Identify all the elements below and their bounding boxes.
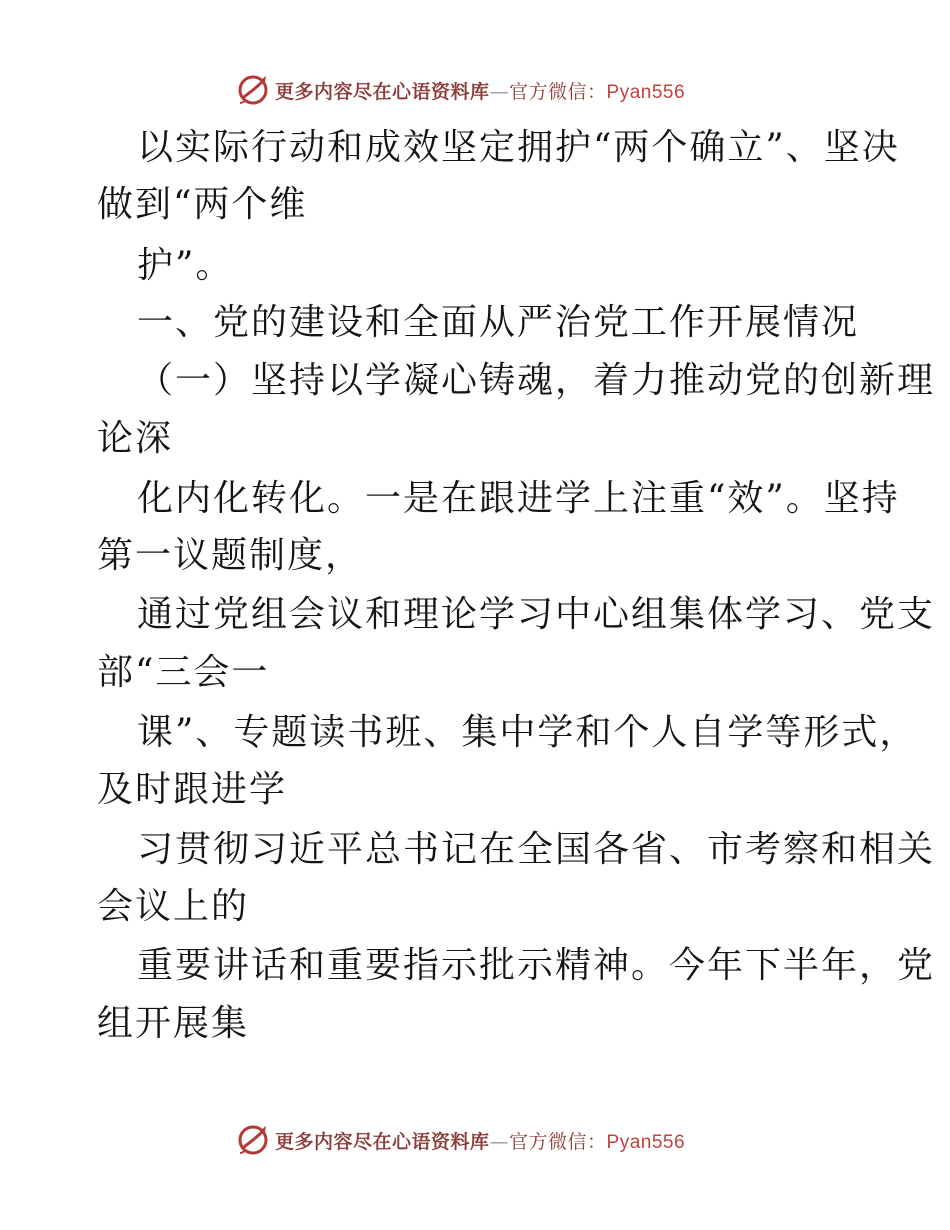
header-dash: — (489, 80, 510, 103)
body-line: 会议上的 (97, 886, 250, 927)
body-line: 部“三会一 (97, 652, 270, 693)
body-line: （一）坚持以学凝心铸魂，着力推动党的创新理 (137, 360, 936, 401)
header-banner (235, 70, 685, 110)
footer-site-name: 更多内容尽在心语资料库 (275, 1130, 490, 1153)
body-line: 第一议题制度， (97, 535, 364, 576)
body-line: 通过党组会议和理论学习中心组集体学习、党支 (137, 594, 936, 635)
body-line: 习贯彻习近平总书记在全国各省、市考察和相关 (137, 829, 936, 870)
footer-wechat-label: 官方微信： (509, 1130, 607, 1153)
body-line: 护”。 (137, 245, 234, 286)
body-line: 课”、专题读书班、集中学和个人自学等形式， (137, 712, 918, 753)
section-heading: 一、党的建设和全面从严治党工作开展情况 (137, 302, 860, 343)
pen-logo-icon (235, 1122, 271, 1158)
body-line: 以实际行动和成效坚定拥护“两个确立”、坚决 (137, 127, 900, 168)
header-text (275, 77, 685, 104)
footer-banner (235, 1120, 685, 1160)
body-line: 组开展集 (97, 1003, 250, 1044)
body-line: 及时跟进学 (97, 769, 288, 810)
body-line: 做到“两个维 (97, 184, 308, 225)
header-wechat-id: Pyan556 (606, 81, 686, 103)
body-line: 论深 (97, 418, 174, 459)
footer-wechat-id: Pyan556 (606, 1131, 686, 1153)
header-site-name: 更多内容尽在心语资料库 (275, 80, 490, 103)
footer-dash: — (489, 1130, 510, 1153)
body-line: 化内化转化。一是在跟进学上注重“效”。坚持 (137, 478, 900, 519)
header-wechat-label: 官方微信： (509, 80, 607, 103)
body-line: 重要讲话和重要指示批示精神。今年下半年，党 (137, 945, 936, 986)
footer-text (275, 1127, 685, 1154)
pen-logo-icon (235, 72, 271, 108)
